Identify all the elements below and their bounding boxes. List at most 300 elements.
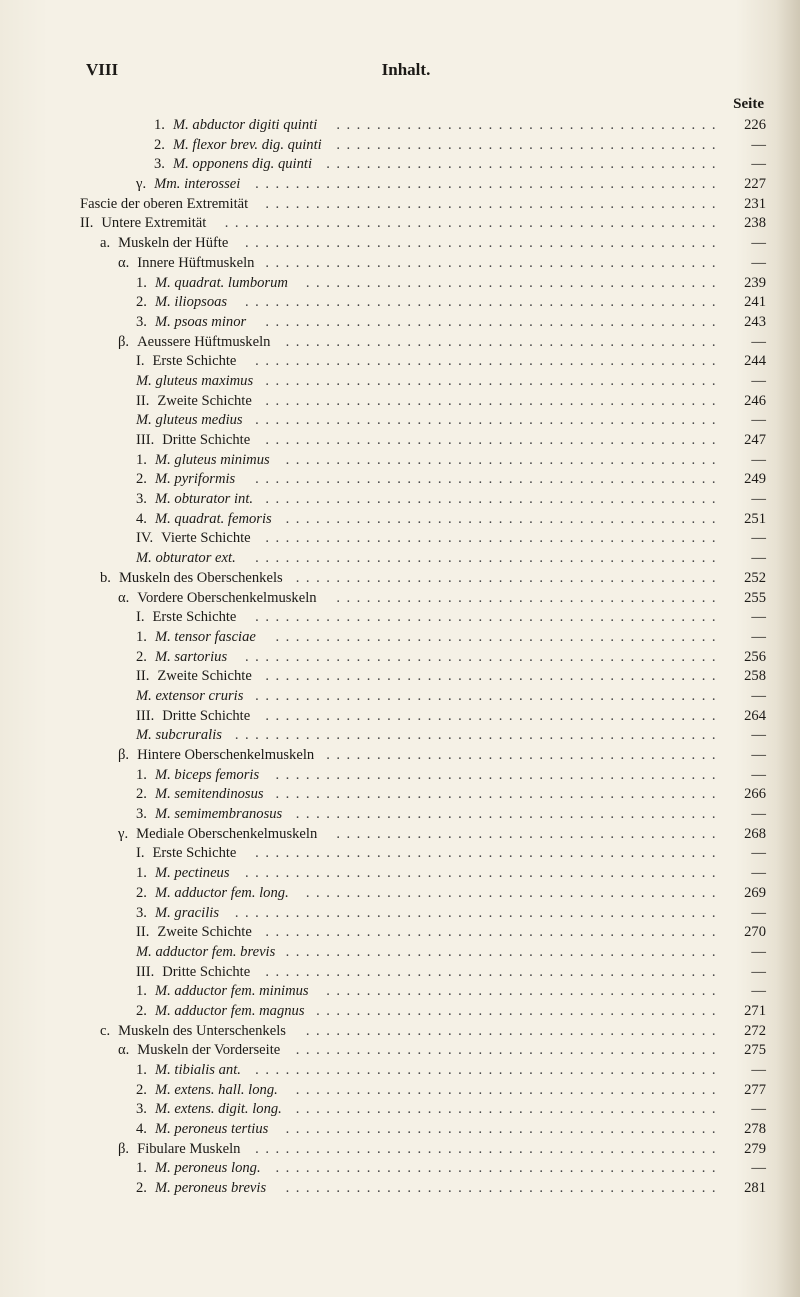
toc-entry-number: III.	[136, 432, 155, 448]
page-number: VIII	[86, 60, 119, 79]
toc-entry-page: 252	[744, 569, 766, 586]
toc-entry-text: Erste Schichte	[152, 353, 237, 370]
toc-entry-text: M. subcruralis	[136, 727, 222, 744]
toc-entry-page: 239	[744, 274, 766, 291]
toc-entry-label	[136, 943, 275, 963]
toc-entry-number: α.	[118, 254, 130, 271]
toc-entry	[0, 136, 800, 156]
toc-entry-page: 278	[744, 1121, 766, 1138]
toc-entry-page: —	[751, 1062, 766, 1078]
toc-entry-label	[136, 805, 282, 825]
toc-entry-text: Zweite Schichte	[157, 668, 252, 685]
toc-entry-label	[118, 746, 314, 766]
toc-entry-label	[136, 707, 250, 727]
toc-entry-number: II.	[136, 924, 150, 941]
toc-entry-number: 3.	[136, 806, 147, 823]
toc-entry	[0, 1179, 800, 1199]
toc-entry-number: c.	[100, 1022, 111, 1039]
toc-entry-number: II.	[80, 215, 94, 232]
toc-entry-label	[136, 1100, 282, 1120]
toc-entry-page: —	[751, 333, 766, 350]
page-title: Inhalt.	[381, 60, 431, 79]
toc-entry	[0, 490, 800, 510]
toc-entry-text: M. semimembranosus	[154, 806, 283, 823]
toc-entry-text: M. adductor fem. brevis	[136, 943, 276, 960]
toc-entry-label	[118, 1041, 280, 1061]
dot-leader: ............................................	[275, 766, 722, 783]
toc-entry-page: 247	[744, 432, 766, 448]
toc-entry	[0, 529, 800, 549]
toc-entry	[0, 234, 800, 254]
toc-entry-page: 279	[744, 1140, 766, 1157]
toc-entry-text: M. peroneus tertius	[154, 1121, 269, 1138]
toc-entry-text: M. abductor digiti quinti	[172, 117, 318, 133]
dot-leader: ...........................................	[285, 1180, 722, 1197]
toc-entry-number: 3.	[136, 1101, 147, 1118]
dot-leader: ...........................................	[285, 333, 722, 350]
dot-leader: .............................................	[265, 530, 722, 547]
toc-entry-number: β.	[118, 1140, 130, 1157]
toc-entry-page: —	[751, 1101, 766, 1118]
toc-entry-page: 255	[744, 589, 766, 606]
dot-leader: .........................................	[305, 884, 722, 901]
toc-entry	[0, 766, 800, 786]
toc-entry-page: —	[751, 766, 766, 783]
toc-entry-text: M. biceps femoris	[154, 766, 260, 783]
toc-entry-text: M. peroneus brevis	[154, 1180, 267, 1197]
toc-entry-text: M. psoas minor	[154, 313, 247, 330]
toc-entry-text: Hintere Oberschenkelmuskeln	[137, 747, 315, 763]
toc-entry-text: Dritte Schichte	[162, 432, 251, 448]
toc-entry-label	[136, 667, 252, 687]
toc-entry-label	[136, 1002, 305, 1022]
toc-entry-page: 270	[744, 924, 766, 941]
toc-entry-number: γ.	[136, 176, 147, 193]
toc-entry-number: II.	[136, 392, 150, 409]
toc-entry-number: 2.	[136, 648, 147, 665]
toc-entry	[0, 214, 800, 234]
toc-entry-number: I.	[136, 353, 145, 370]
toc-entry	[0, 451, 800, 471]
dot-leader: ...........................................	[285, 943, 722, 960]
toc-entry	[0, 569, 800, 589]
toc-entry-text: M. adductor fem. magnus	[154, 1002, 305, 1019]
dot-leader: ..............................................	[255, 609, 722, 626]
toc-entry-number: 3.	[136, 904, 147, 921]
toc-entry-page: 269	[744, 884, 766, 901]
toc-entry-text: Muskeln des Oberschenkels	[118, 569, 283, 586]
dot-leader: .............................................	[265, 432, 722, 448]
toc-entry-text: Muskeln der Hüfte	[118, 235, 229, 252]
toc-entry	[0, 510, 800, 530]
toc-entry-page: —	[751, 727, 766, 744]
toc-entry-number: 1.	[136, 1062, 147, 1078]
toc-entry-page: —	[751, 904, 766, 921]
toc-entry-label	[136, 313, 246, 333]
toc-entry-number: β.	[118, 747, 130, 763]
toc-entry	[0, 844, 800, 864]
toc-entry	[0, 923, 800, 943]
page-column-label: Seite	[733, 96, 764, 112]
toc-entry	[0, 667, 800, 687]
toc-entry-label	[136, 1120, 268, 1140]
dot-leader: .............................................	[265, 195, 722, 212]
dot-leader: ..............................................	[255, 353, 722, 370]
toc-entry-number: IV.	[136, 530, 154, 547]
toc-entry-number: 1.	[136, 451, 147, 468]
toc-entry-page: 258	[744, 668, 766, 685]
toc-entry-number: b.	[100, 569, 111, 586]
toc-entry-number: 1.	[136, 274, 147, 291]
toc-entry-page: —	[751, 747, 766, 763]
dot-leader: ......................................	[336, 136, 722, 153]
toc-entry-page: —	[751, 628, 766, 645]
dot-leader: ...........................................	[285, 510, 722, 527]
dot-leader: .............................................	[265, 372, 722, 389]
toc-entry	[0, 825, 800, 845]
toc-entry	[0, 746, 800, 766]
toc-entry-label	[136, 274, 288, 294]
toc-entry-label	[136, 293, 227, 313]
toc-entry-label	[136, 648, 227, 668]
toc-entry-page: —	[751, 865, 766, 882]
toc-entry	[0, 589, 800, 609]
toc-entry-number: γ.	[118, 825, 129, 842]
toc-entry-text: Mm. interossei	[154, 176, 241, 193]
toc-entry-number: 3.	[136, 313, 147, 330]
toc-entry-text: M. gluteus maximus	[136, 372, 254, 389]
toc-entry-number: II.	[136, 668, 150, 685]
toc-entry-page: 227	[744, 176, 766, 193]
toc-entry-label	[136, 687, 243, 707]
dot-leader: ..............................................	[255, 412, 722, 429]
dot-leader: .............................................	[265, 707, 722, 724]
toc-entry	[0, 175, 800, 195]
toc-entry-text: M. pyriformis	[154, 471, 236, 488]
toc-entry	[0, 1100, 800, 1120]
toc-entry-label	[136, 963, 250, 983]
toc-entry-text: Fascie der oberen Extremität	[80, 195, 249, 212]
toc-entry	[0, 1022, 800, 1042]
toc-entry	[0, 943, 800, 963]
toc-entry-number: 3.	[136, 491, 147, 508]
toc-entry	[0, 116, 800, 136]
toc-entry-text: M. gluteus minimus	[154, 451, 270, 468]
dot-leader: ............................................	[275, 786, 722, 803]
toc-entry-page: 231	[744, 195, 766, 212]
toc-entry-label	[136, 175, 240, 195]
toc-entry-label	[136, 982, 309, 1002]
dot-leader: .............................................	[265, 313, 722, 330]
dot-leader: ........................................	[316, 1002, 722, 1019]
toc-entry	[0, 963, 800, 983]
toc-entry-page: 244	[744, 353, 766, 370]
toc-entry	[0, 372, 800, 392]
toc-entry-label	[118, 825, 317, 845]
toc-entry-text: Zweite Schichte	[157, 392, 252, 409]
dot-leader: ................................................	[234, 904, 722, 921]
toc-entry-number: 2.	[136, 884, 147, 901]
toc-entry-label	[136, 628, 256, 648]
toc-entry-page: 268	[744, 825, 766, 842]
toc-entry-text: M. quadrat. lumborum	[154, 274, 288, 291]
toc-entry-label	[136, 785, 264, 805]
toc-entry-number: 4.	[136, 510, 147, 527]
toc-entry	[0, 1081, 800, 1101]
toc-entry-text: M. extens. digit. long.	[154, 1101, 282, 1118]
toc-entry-number: 1.	[136, 766, 147, 783]
toc-entry-page: —	[751, 235, 766, 252]
toc-entry-number: III.	[136, 707, 155, 724]
toc-entry-label	[136, 372, 253, 392]
toc-entry-page: 256	[744, 648, 766, 665]
toc-entry-label	[136, 1061, 241, 1081]
toc-entry-page: —	[751, 943, 766, 960]
toc-entry-text: Dritte Schichte	[162, 963, 251, 980]
dot-leader: ..............................................	[255, 550, 722, 567]
toc-entry	[0, 392, 800, 412]
toc-entry-number: 2.	[154, 136, 165, 153]
toc-entry-number: 2.	[136, 294, 147, 311]
dot-leader: ............................................	[275, 1160, 722, 1177]
dot-leader: ..........................................	[295, 1042, 722, 1059]
toc-entry-label	[136, 490, 253, 510]
dot-leader: ...........................................	[285, 451, 722, 468]
toc-entry-text: Fibulare Muskeln	[137, 1140, 241, 1157]
toc-entry	[0, 982, 800, 1002]
toc-entry	[0, 313, 800, 333]
dot-leader: .........................................	[305, 1022, 722, 1039]
toc-entry-text: Vordere Oberschenkelmuskeln	[137, 589, 317, 606]
dot-leader: ..........................................	[295, 806, 722, 823]
toc-entry	[0, 904, 800, 924]
toc-entry-number: 1.	[136, 865, 147, 882]
toc-entry-label	[80, 195, 248, 215]
toc-entry-page: —	[751, 845, 766, 862]
toc-entry-text: M. extens. hall. long.	[154, 1081, 278, 1098]
table-of-contents	[0, 116, 800, 1199]
toc-entry	[0, 608, 800, 628]
toc-entry-text: Dritte Schichte	[162, 707, 251, 724]
toc-entry-number: 2.	[136, 786, 147, 803]
toc-entry-text: Innere Hüftmuskeln	[137, 254, 255, 271]
toc-entry-number: β.	[118, 333, 130, 350]
toc-entry-page: —	[751, 687, 766, 704]
dot-leader: .............................................	[265, 491, 722, 508]
toc-entry-number: 1.	[136, 1160, 147, 1177]
toc-entry	[0, 785, 800, 805]
dot-leader: ...........................................	[285, 1121, 722, 1138]
toc-entry	[0, 195, 800, 215]
toc-entry-label	[136, 864, 230, 884]
toc-entry-label	[136, 392, 252, 412]
toc-entry-text: Untere Extremität	[101, 215, 207, 232]
toc-entry	[0, 274, 800, 294]
toc-entry-text: M. pectineus	[154, 865, 230, 882]
toc-entry-label	[136, 549, 236, 569]
toc-entry	[0, 411, 800, 431]
dot-leader: .........................................	[305, 274, 722, 291]
toc-entry	[0, 1120, 800, 1140]
toc-entry-number: 2.	[136, 1002, 147, 1019]
toc-entry-label	[136, 470, 235, 490]
toc-entry-page: 226	[744, 117, 766, 133]
toc-entry-label	[118, 589, 317, 609]
toc-entry-text: M. sartorius	[154, 648, 228, 665]
dot-leader: ..............................................	[255, 1062, 722, 1078]
toc-entry-page: —	[751, 983, 766, 1000]
toc-entry	[0, 1061, 800, 1081]
toc-entry-text: M. adductor fem. minimus	[154, 983, 309, 1000]
toc-entry-label	[100, 569, 283, 589]
toc-entry-text: M. opponens dig. quinti	[172, 156, 312, 173]
toc-entry-label	[154, 155, 312, 175]
toc-entry	[0, 864, 800, 884]
toc-entry	[0, 254, 800, 274]
toc-entry	[0, 549, 800, 569]
dot-leader: .......................................	[326, 983, 722, 1000]
toc-entry	[0, 1002, 800, 1022]
dot-leader: ..............................................	[255, 1140, 722, 1157]
toc-entry-text: M. peroneus long.	[154, 1160, 261, 1177]
toc-entry-label	[136, 510, 272, 530]
toc-entry-page: —	[751, 1160, 766, 1177]
toc-entry-label	[154, 116, 317, 136]
dot-leader: .................................................	[224, 215, 722, 232]
toc-entry	[0, 293, 800, 313]
dot-leader: .............................................	[265, 924, 722, 941]
toc-entry-page: 238	[744, 215, 766, 232]
toc-entry-number: I.	[136, 609, 145, 626]
toc-entry-label	[136, 726, 222, 746]
toc-entry	[0, 1159, 800, 1179]
toc-entry-text: M. flexor brev. dig. quinti	[172, 136, 322, 153]
toc-entry-label	[80, 214, 206, 234]
toc-entry-text: Mediale Oberschenkelmuskeln	[136, 825, 318, 842]
dot-leader: ..........................................	[295, 1081, 722, 1098]
toc-entry	[0, 707, 800, 727]
toc-entry-label	[136, 923, 252, 943]
toc-entry-page: 266	[744, 786, 766, 803]
dot-leader: ..........................................	[295, 569, 722, 586]
dot-leader: .......................................	[326, 747, 722, 763]
toc-entry-text: M. extensor cruris	[136, 687, 244, 704]
toc-entry-label	[136, 431, 250, 451]
toc-entry-page: —	[751, 136, 766, 153]
toc-entry-label	[136, 904, 219, 924]
toc-entry-text: M. tensor fasciae	[154, 628, 256, 645]
toc-entry-text: M. gracilis	[154, 904, 220, 921]
toc-entry-page: —	[751, 609, 766, 626]
toc-entry-text: Erste Schichte	[152, 845, 237, 862]
toc-entry-text: M. tibialis ant.	[154, 1062, 241, 1078]
toc-entry-text: Aeussere Hüftmuskeln	[137, 333, 271, 350]
toc-entry-page: —	[751, 491, 766, 508]
toc-entry-page: 272	[744, 1022, 766, 1039]
toc-entry-label	[136, 884, 289, 904]
dot-leader: .............................................	[265, 963, 722, 980]
toc-entry-page: 277	[744, 1081, 766, 1098]
toc-entry-number: a.	[100, 235, 111, 252]
toc-entry-page: —	[751, 372, 766, 389]
toc-entry-text: M. quadrat. femoris	[154, 510, 272, 527]
toc-entry-label	[136, 844, 236, 864]
toc-entry-text: M. obturator ext.	[136, 550, 236, 567]
dot-leader: ..............................................	[255, 845, 722, 862]
dot-leader: ............................................	[275, 628, 722, 645]
toc-entry-number: α.	[118, 589, 130, 606]
toc-entry	[0, 805, 800, 825]
toc-entry-number: 2.	[136, 471, 147, 488]
toc-entry-label	[136, 352, 236, 372]
toc-entry-label	[136, 1179, 266, 1199]
dot-leader: ..............................................	[255, 687, 722, 704]
toc-entry	[0, 726, 800, 746]
toc-entry-page: —	[751, 963, 766, 980]
dot-leader: ..............................................	[255, 471, 722, 488]
dot-leader: .............................................	[265, 254, 722, 271]
toc-entry-page: —	[751, 412, 766, 429]
toc-entry	[0, 470, 800, 490]
toc-entry	[0, 648, 800, 668]
dot-leader: ..............................................	[255, 176, 722, 193]
toc-entry-label	[136, 529, 251, 549]
dot-leader: ...............................................	[245, 235, 722, 252]
toc-entry	[0, 431, 800, 451]
toc-entry-page: 246	[744, 392, 766, 409]
toc-entry-number: III.	[136, 963, 155, 980]
toc-entry-text: M. obturator int.	[154, 491, 254, 508]
toc-entry-text: Erste Schichte	[152, 609, 237, 626]
toc-entry-number: 3.	[154, 156, 165, 173]
toc-entry-page: 241	[744, 294, 766, 311]
dot-leader: ..........................................	[295, 1101, 722, 1118]
dot-leader: ................................................	[234, 727, 722, 744]
toc-entry-label	[136, 1081, 278, 1101]
toc-entry-label	[100, 1022, 286, 1042]
toc-entry-page: —	[751, 806, 766, 823]
toc-entry-label	[100, 234, 228, 254]
dot-leader: ...............................................	[245, 865, 722, 882]
dot-leader: .......................................	[326, 156, 722, 173]
toc-entry-label	[118, 333, 270, 353]
toc-entry-page: —	[751, 254, 766, 271]
toc-entry-text: Muskeln des Unterschenkels	[118, 1022, 286, 1039]
toc-entry-number: 1.	[154, 117, 165, 133]
toc-entry-number: α.	[118, 1042, 130, 1059]
toc-entry	[0, 1140, 800, 1160]
toc-entry-page: —	[751, 156, 766, 173]
toc-entry-label	[136, 766, 259, 786]
toc-entry-label	[118, 254, 254, 274]
toc-entry-number: I.	[136, 845, 145, 862]
toc-entry-label	[136, 1159, 261, 1179]
toc-entry-text: M. iliopsoas	[154, 294, 228, 311]
toc-entry-text: M. semitendinosus	[154, 786, 264, 803]
toc-entry-page: 249	[744, 471, 766, 488]
toc-entry-label	[136, 608, 236, 628]
dot-leader: .............................................	[265, 668, 722, 685]
dot-leader: ......................................	[336, 589, 722, 606]
dot-leader: ...............................................	[245, 648, 722, 665]
toc-entry-number: 1.	[136, 983, 147, 1000]
toc-entry-number: 2.	[136, 1081, 147, 1098]
toc-entry-page: —	[751, 451, 766, 468]
toc-entry	[0, 155, 800, 175]
toc-entry-page: 251	[744, 510, 766, 527]
dot-leader: ......................................	[336, 117, 722, 133]
toc-entry-text: Zweite Schichte	[157, 924, 252, 941]
